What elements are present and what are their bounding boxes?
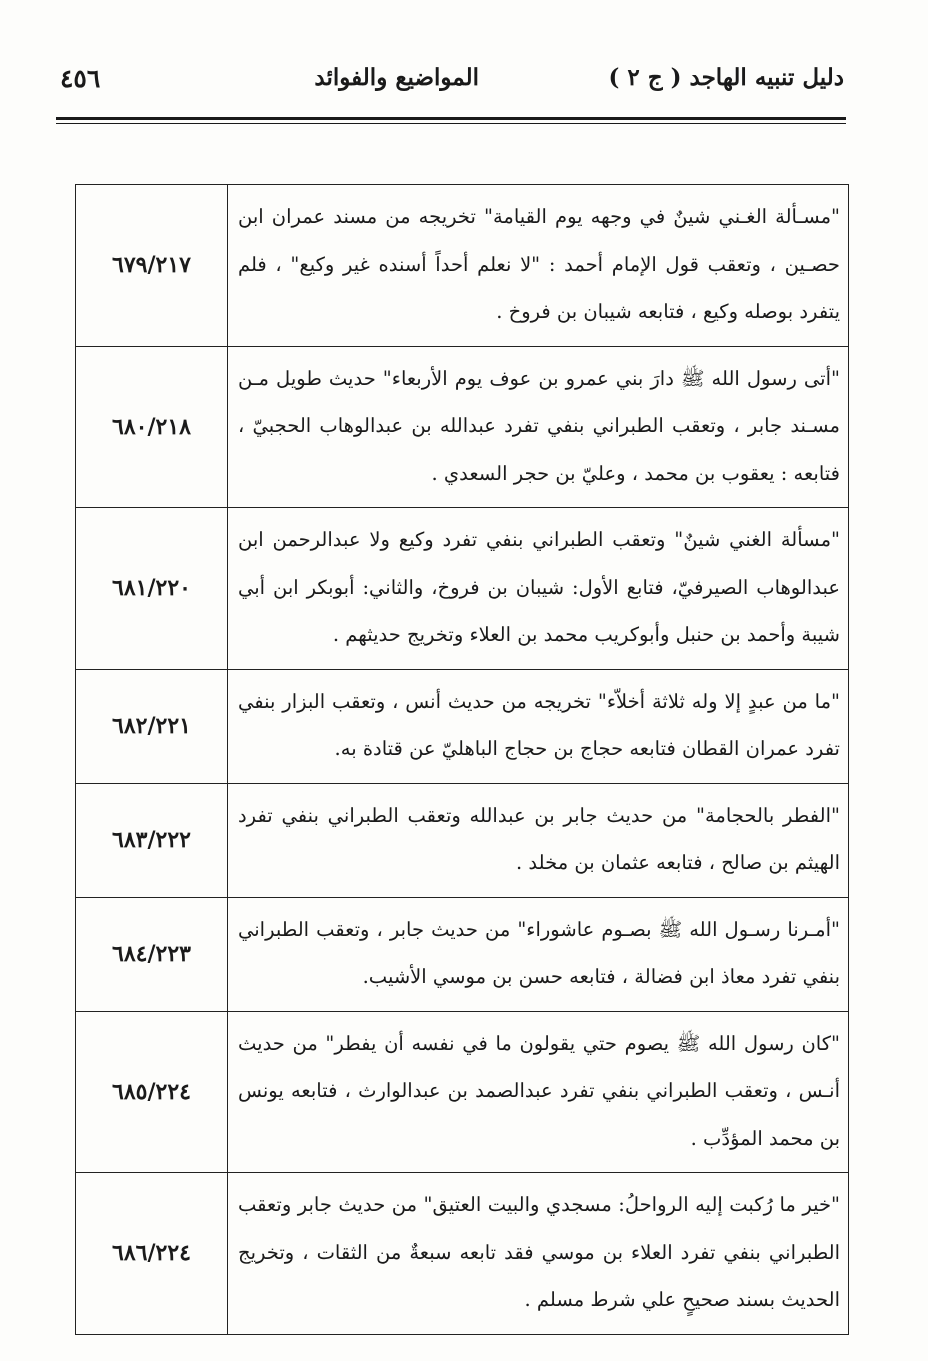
entry-reference: ٦٨٥/٢٢٤ [112,1078,191,1105]
table-row [76,1011,848,1173]
entry-text: "مسـألة الغـني شينٌ في وجهه يوم القيامة" تخريجه من مسند عمران ابن حصـين ، وتعقب قول الإمام أحمد : "لا نعلم أحداً أسنده غير وكيع" ، فلم يتفرد بوصله وكيع ، فتابعه شيبان بن فروخ . [227,185,848,346]
table-row [76,507,848,669]
entry-text: "أمـرنا رسـول الله ﷺ بصـوم عاشوراء" من حديث جابر ، وتعقب الطبراني بنفي تفرد معاذ ابن فضالة ، فتابعه حسن بن موسي الأشيب. [227,898,848,1011]
entry-text: "خير ما رُكبت إليه الرواحلُ: مسجدي والبيت العتيق" من حديث جابر وتعقب الطبراني بنفي تفرد العلاء بن موسي فقد تابعه سبعةٌ من الثقات ، وتخريج الحديث بسند صحيحٍ علي شرط مسلم . [227,1173,848,1334]
entry-reference: ٦٨٢/٢٢١ [112,713,191,739]
table-row [76,346,848,508]
book-title: دليل تنبيه الهاجد ( ج ٢ ) [608,64,844,91]
entry-text: "الفطر بالحجامة" من حديث جابر بن عبدالله وتعقب الطبراني بنفي تفرد الهيثم بن صالح ، فتابعه عثمان بن مخلد . [227,784,848,897]
entry-reference: ٦٧٩/٢١٧ [112,252,191,279]
entry-reference: ٦٨١/٢٢٠ [112,575,191,602]
entry-text: "كان رسول الله ﷺ يصوم حتي يقولون ما في نفسه أن يفطر" من حديث أنـس ، وتعقب الطبراني بنفي تفرد عبدالصمد بن عبدالوارث ، فتابعه يونس بن محمد المؤدِّب . [227,1012,848,1173]
entry-reference: ٦٨٦/٢٢٤ [112,1240,191,1267]
table-row [76,1172,848,1334]
entry-text: "مسألة الغني شينٌ" وتعقب الطبراني بنفي تفرد وكيع ولا عبدالرحمن ابن عبدالوهاب الصيرفيّ، فتابع الأول: شيبان بن فروخ، والثاني: أبوبكر ابن أبي شيبة وأحمد بن حنبل وأبوكريب محمد بن العلاء وتخريج حديثهم . [227,508,848,669]
page-header [54,58,844,102]
entry-text: "أتى رسول الله ﷺ دارَ بني عمرو بن عوف يوم الأربعاء" حديث طويل مـن مسـند جابر ، وتعقب الطبراني بنفي تفرد عبدالله بن عبدالوهاب الحجبيّ ، فتابعه : يعقوب بن محمد ، وعليّ بن حجر السعدي . [227,347,848,508]
entry-reference: ٦٨٣/٢٢٢ [112,827,191,853]
entry-reference: ٦٨٠/٢١٨ [112,413,191,440]
page-number: ٤٥٦ [60,64,101,93]
section-title: المواضيع والفوائد [314,64,479,91]
table-row [76,669,848,783]
table-row [76,783,848,897]
entry-reference: ٦٨٤/٢٢٣ [112,941,191,967]
index-table [75,184,849,1335]
entry-text: "ما من عبدٍ إلا وله ثلاثة أخلاّء" تخريجه من حديث أنس ، وتعقب البزار بنفي تفرد عمران القطان فتابعه حجاج بن حجاج الباهليّ عن قتادة به. [227,670,848,783]
header-rule-thin [56,123,846,124]
table-row [76,897,848,1011]
header-rule-thick [56,117,846,120]
table-row [76,185,848,346]
